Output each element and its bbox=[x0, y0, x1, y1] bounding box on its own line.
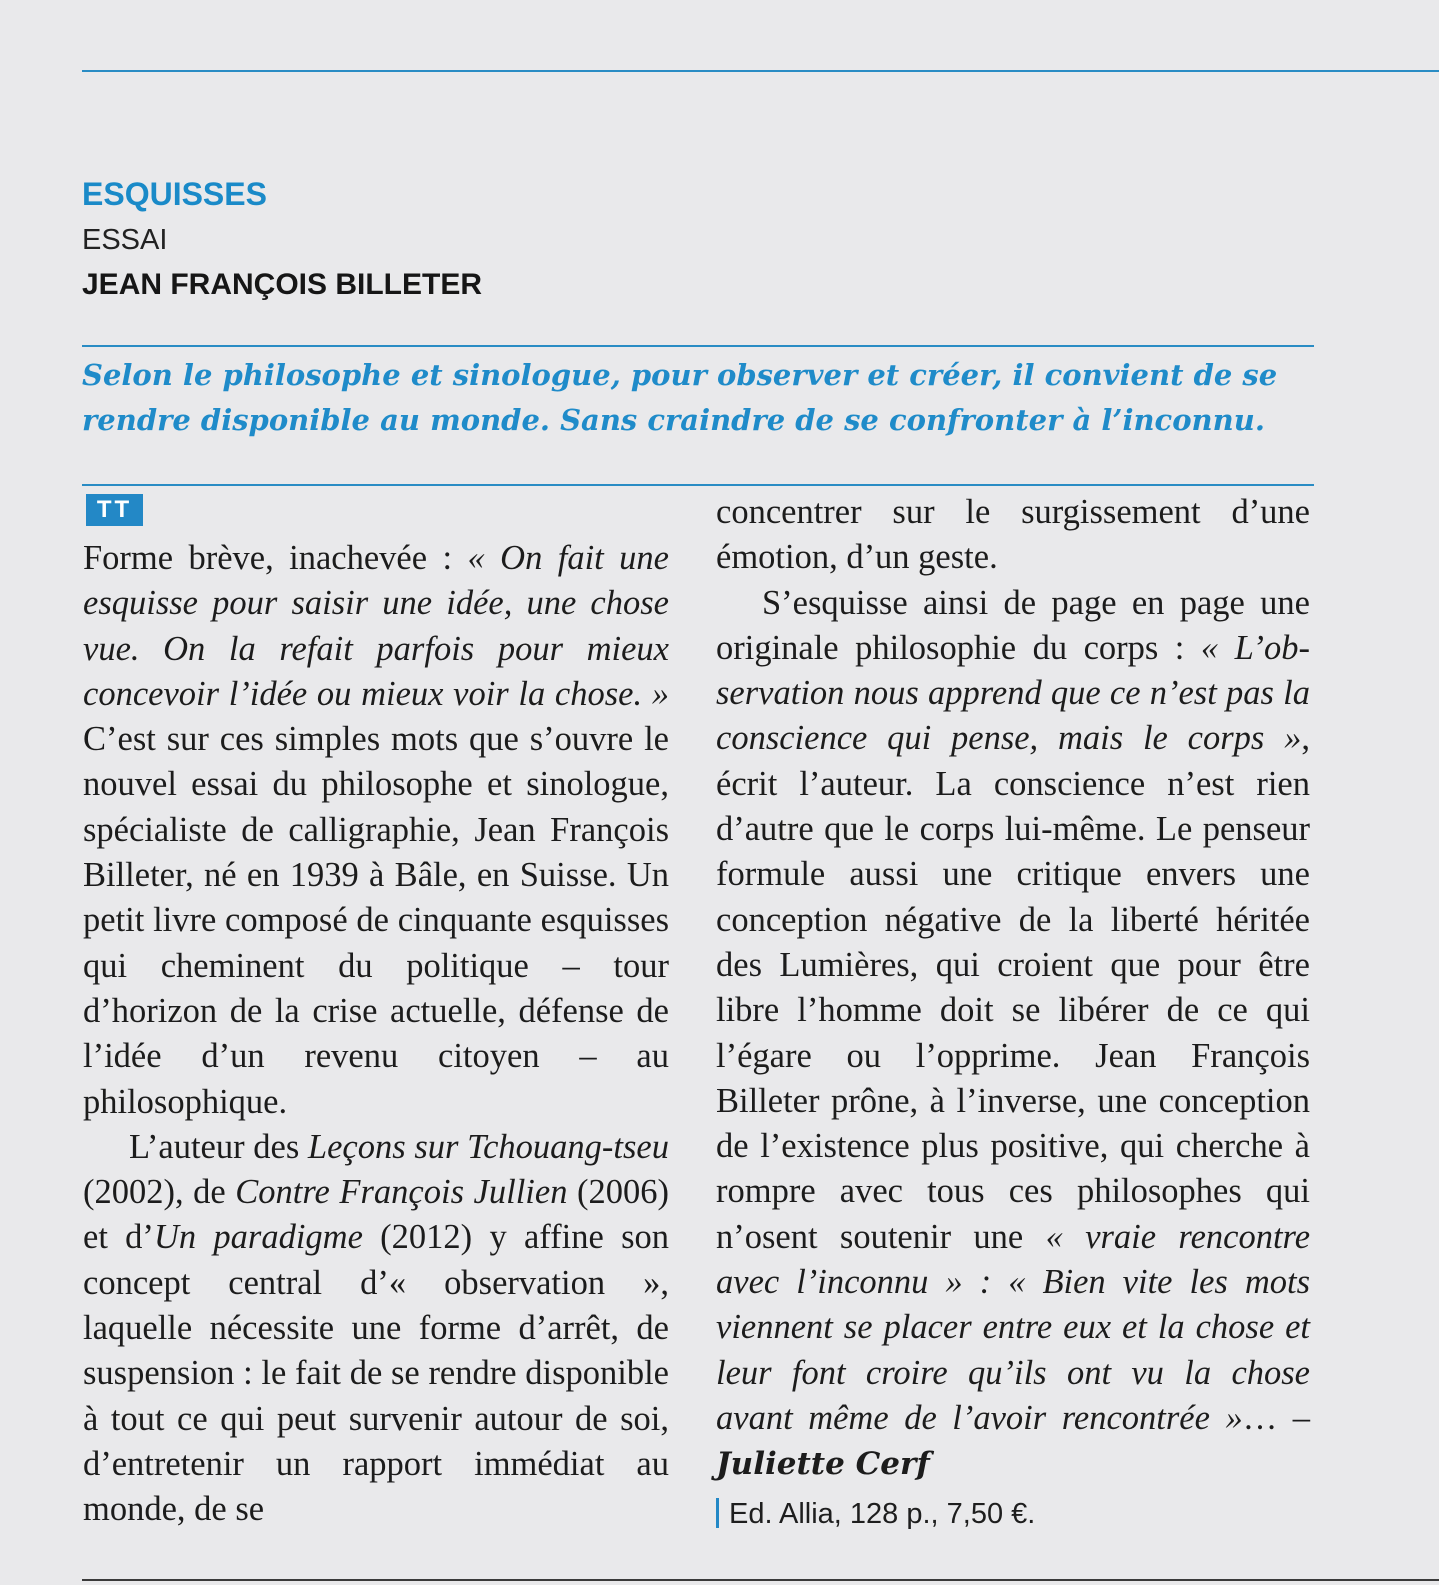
rating-badge: TT bbox=[86, 494, 143, 526]
publication-info: Ed. Allia, 128 p., 7,50 €. bbox=[716, 1492, 1310, 1537]
quote: « On fait une esquisse pour saisir une idée, une chose vue. On la refait parfois pour mieux concevoir l’idée ou mieux voir la chose. » bbox=[83, 539, 669, 713]
lede-top-rule bbox=[82, 345, 1314, 347]
bottom-rule bbox=[82, 1579, 1439, 1581]
book-title: Un paradigme bbox=[153, 1218, 363, 1257]
top-rule bbox=[82, 70, 1439, 72]
byline: Juliette Cerf bbox=[716, 1446, 930, 1483]
publication-bar bbox=[716, 1498, 719, 1528]
book-title: Leçons sur Tchouang-tseu bbox=[307, 1127, 669, 1166]
lede-text: Selon le philosophe et sinologue, pour observer et créer, il convient de se rendre disponible au monde. Sans craindre de se confronter à l’inconnu. bbox=[82, 358, 1278, 437]
quote: « L’observation nous apprend que ce n’est pas la conscience qui pense, mais le corps » bbox=[716, 628, 1310, 758]
book-title: Contre François Jullien bbox=[235, 1173, 568, 1212]
paragraph-3: S’esquisse ainsi de page en page une originale philosophie du corps : « L’observation nous apprend que ce n’est pas la conscience qui pense, mais le corps », écrit l’auteur. La conscience n’est rien d’autre que le corps lui-même. Le penseur formule aussi une critique envers une conception négative de la liberté héritée des Lumières, qui croient que pour être libre l’homme doit se libérer de ce qui l’égare ou l’opprime. Jean François Billeter prône, à l’inverse, une conception de l’existence plus positive, qui cherche à rompre avec tous ces philosophes qui n’osent soutenir une « vraie rencontre avec l’inconnu » : « Bien vite les mots viennent se placer entre eux et la chose et leur font croire qu’ils ont vu la chose avant même de l’avoir rencontrée »… – Juliette Cerf bbox=[716, 583, 1311, 1483]
book-author: JEAN FRANÇOIS BILLETER bbox=[82, 268, 483, 301]
paragraph-1: Forme brève, inachevée : « On fait une esquisse pour saisir une idée, une chose vue. On la refait parfois pour mieux concevoir l’idée ou mieux voir la chose. » C’est sur ces simples mots que s’ouvre le nouvel essai du philosophe et sinologue, spécialiste de calligraphie, Jean François Billeter, né en 1939 à Bâle, en Suisse. Un petit livre composé de cinquante esquisses qui cheminent du politique – tour d’horizon de la crise actuelle, défense de l’idée d’un revenu citoyen – au philosophique. bbox=[83, 539, 669, 1121]
lede-bottom-rule bbox=[82, 484, 1314, 486]
section-kicker: ESQUISSES bbox=[82, 176, 267, 212]
quote: « vraie rencontre avec l’inconnu » : « Bien vite les mots viennent se placer entre eux et la chose et leur font croire qu’ils ont vu la chose avant même de l’avoir rencontrée » bbox=[716, 1217, 1311, 1437]
paragraph-2: L’auteur des Leçons sur Tchouang-tseu (2002), de Contre François Jullien (2006) et d’Un paradigme (2012) y affine son concept central d’« observation », laquelle nécessite une forme d’arrêt, de suspension : le fait de se rendre disponible à tout ce qui peut survenir autour de soi, d’entretenir un rapport immédiat au monde, de se bbox=[83, 1127, 670, 1529]
article-column-right bbox=[716, 490, 1310, 1537]
paragraph-2-continued: concentrer sur le surgissement d’une émotion, d’un geste. bbox=[716, 493, 1310, 577]
article-column-left bbox=[83, 536, 669, 1533]
genre-label: ESSAI bbox=[82, 224, 168, 256]
